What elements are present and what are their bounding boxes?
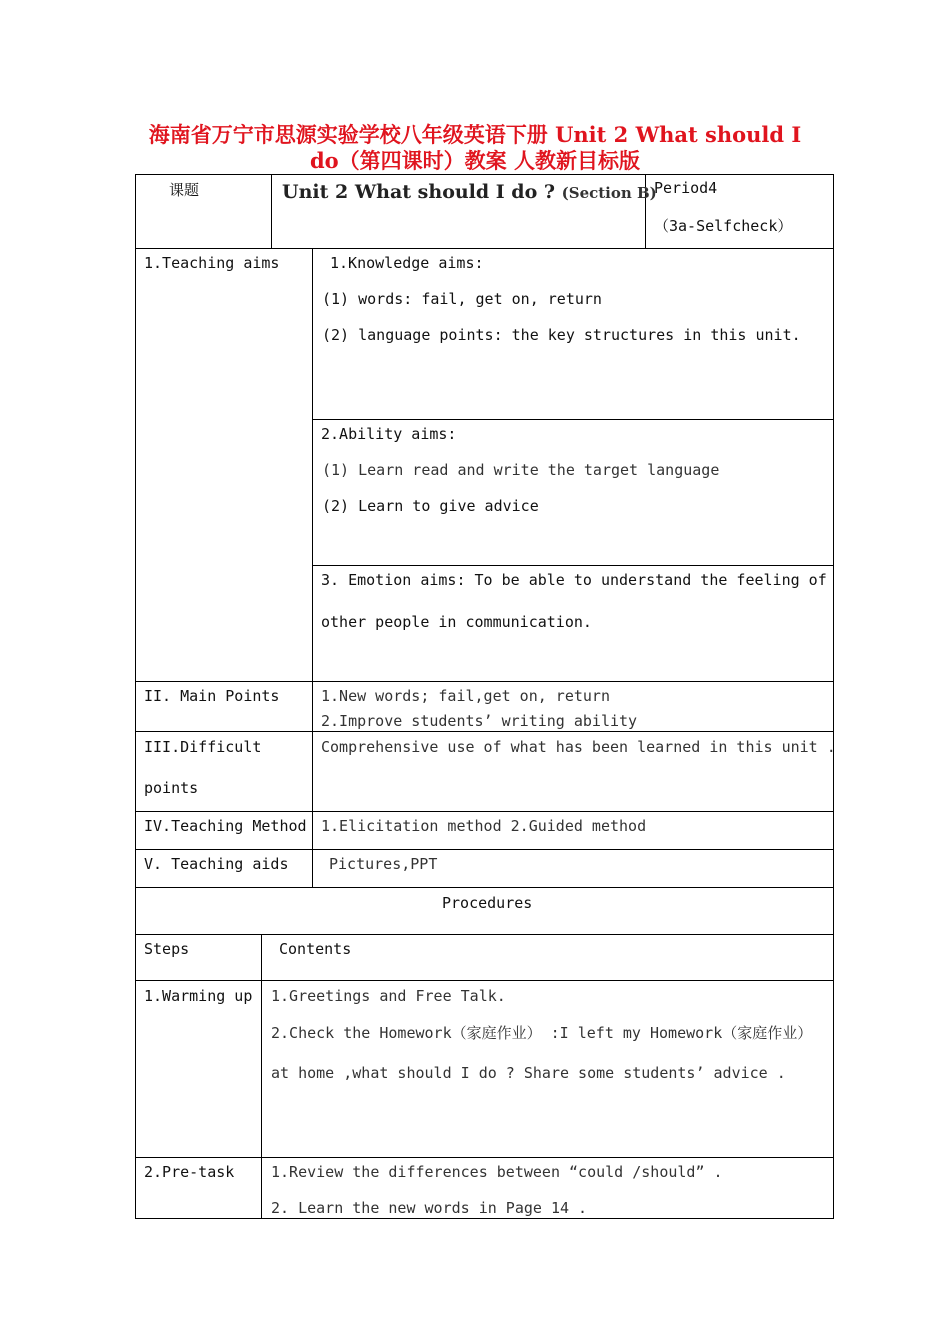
unit-title-text: Unit 2 What should I do ? bbox=[282, 181, 556, 203]
table-rule bbox=[135, 1157, 834, 1158]
table-border-top bbox=[135, 174, 834, 175]
section-label: (Section B) bbox=[561, 184, 657, 202]
difficult-points-label-2: points bbox=[144, 779, 199, 797]
table-rule bbox=[312, 248, 313, 888]
contents-column-header: Contents bbox=[279, 940, 352, 958]
knowledge-aim-item: (1) words: fail, get on, return bbox=[322, 290, 602, 308]
table-rule bbox=[135, 248, 834, 249]
step-content-line: 2.Check the Homework（家庭作业） :I left my Homework（家庭作业） bbox=[271, 1024, 813, 1042]
table-rule bbox=[271, 174, 272, 249]
difficult-points-label: III.Difficult bbox=[144, 738, 262, 756]
step-content-line: 1.Review the differences between “could /should” . bbox=[271, 1163, 723, 1181]
emotion-aims-line2: other people in communication. bbox=[321, 613, 592, 631]
ability-aims-heading: 2.Ability aims: bbox=[321, 425, 457, 443]
step-label: 1.Warming up bbox=[144, 987, 253, 1005]
ability-aim-item: (2) Learn to give advice bbox=[322, 497, 539, 515]
step-content-line: 1.Greetings and Free Talk. bbox=[271, 987, 506, 1005]
difficult-points-text: Comprehensive use of what has been learned in this unit . bbox=[321, 738, 836, 756]
teaching-aids-label: V. Teaching aids bbox=[144, 855, 289, 873]
document-title-line1: 海南省万宁市思源实验学校八年级英语下册 Unit 2 What should I bbox=[148, 122, 802, 147]
main-points-line: 2.Improve students’ writing ability bbox=[321, 712, 638, 730]
document-title bbox=[120, 122, 830, 174]
table-border-right bbox=[833, 174, 834, 1219]
table-rule bbox=[135, 731, 834, 732]
period-label: Period4 bbox=[654, 179, 718, 197]
document-title-line2: do（第四课时）教案 人教新目标版 bbox=[309, 148, 640, 173]
table-rule bbox=[135, 681, 834, 682]
table-rule bbox=[135, 887, 834, 888]
table-rule bbox=[135, 811, 834, 812]
teaching-aims-label: 1.Teaching aims bbox=[144, 254, 280, 272]
step-content-line: 2. Learn the new words in Page 14 . bbox=[271, 1199, 588, 1217]
main-points-label: II. Main Points bbox=[144, 687, 280, 705]
step-content-line: at home ,what should I do ? Share some students’ advice . bbox=[271, 1064, 786, 1082]
ability-aim-item: (1) Learn read and write the target language bbox=[322, 461, 720, 479]
teaching-method-label: IV.Teaching Method bbox=[144, 817, 307, 835]
period-range: （3a-Selfcheck） bbox=[654, 217, 793, 235]
table-border-left bbox=[135, 174, 136, 1219]
table-rule bbox=[312, 419, 834, 420]
table-rule bbox=[135, 934, 834, 935]
table-rule bbox=[135, 849, 834, 850]
emotion-aims-line1: 3. Emotion aims: To be able to understand the feeling of bbox=[321, 571, 827, 589]
knowledge-aim-item: (2) language points: the key structures in this unit. bbox=[322, 326, 801, 344]
subject-label: 课题 bbox=[169, 181, 200, 199]
steps-column-header: Steps bbox=[144, 940, 190, 958]
unit-title bbox=[282, 181, 657, 203]
procedures-title: Procedures bbox=[442, 894, 533, 912]
main-points-line: 1.New words; fail,get on, return bbox=[321, 687, 610, 705]
knowledge-aims-heading: 1.Knowledge aims: bbox=[330, 254, 484, 272]
table-rule bbox=[312, 565, 834, 566]
table-border-bottom bbox=[135, 1218, 834, 1219]
teaching-method-text: 1.Elicitation method 2.Guided method bbox=[321, 817, 647, 835]
table-rule bbox=[261, 934, 262, 1219]
teaching-aids-text: Pictures,PPT bbox=[329, 855, 438, 873]
table-rule bbox=[135, 980, 834, 981]
step-label: 2.Pre-task bbox=[144, 1163, 235, 1181]
